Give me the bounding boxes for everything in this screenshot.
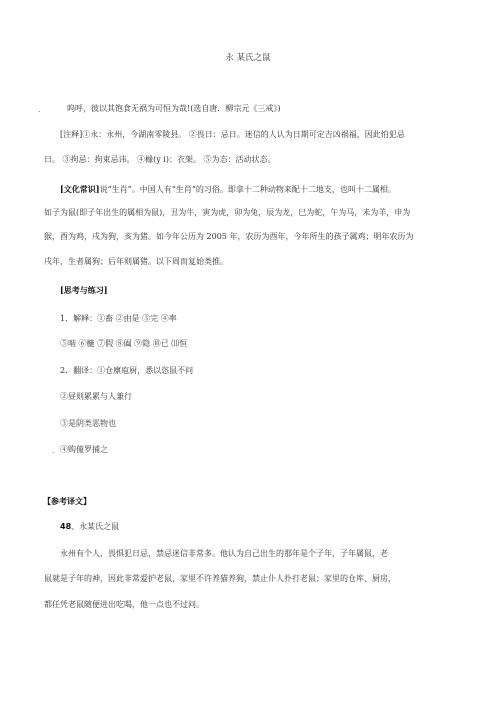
reference-para-line-2: 鼠就是子年的神，因此非常爱护老鼠，家里不许养猫养狗，禁止仆人扑打老鼠；家里的仓库、厨房， [44, 574, 396, 583]
bullet-marker: . [38, 105, 41, 114]
notes-line-2: 日。 ③拘忌：拘束忌讳。 ④橼(y i)：衣架。 ⑤为态：活动状态。 [44, 155, 276, 164]
bullet-marker: . [52, 446, 55, 455]
reference-item-number: 48 [60, 522, 72, 531]
exercise-q2-line-2: ②昼则累累与人兼行 [60, 392, 132, 401]
exercise-q2-line-3: ③是阴类恶物也 [60, 419, 116, 428]
exercise-heading: [思考与练习] [60, 285, 108, 295]
culture-line-3: 猴，酉为鸡，戌为狗，亥为猪。如今年公历为 2005 年，农历为酉年，今年所生的孩子属鸡；明年农历为 [44, 232, 414, 241]
page-title: 永 某氏之鼠 [225, 53, 271, 63]
exercise-q1-line-1: 1．解释：①畜 ②由是 ③完 ④率 [60, 314, 177, 323]
notes-label: [注释] [60, 130, 83, 139]
culture-label: [文化常识] [60, 184, 100, 194]
culture-line-2: 如子为鼠(即子年出生的属相为鼠)，丑为牛，寅为虎，卯为兔，辰为龙，巳为蛇，午为马，未为羊，申为 [44, 208, 411, 217]
exercise-q2-line-1: 2．翻译：①仓廪庖厨，悉以恣鼠不问 [60, 366, 194, 375]
reference-para-line-1: 永州有个人，畏惧犯日忌，禁忌迷信非常多。他认为自己出生的那年是个子年，子年属鼠，老 [60, 549, 388, 558]
exercise-q1-line-2: ⑤啮 ⑥椸 ⑦假 ⑧阖 ⑨隐 ⑩已 ⑾恒 [60, 339, 188, 348]
reference-heading: 【参考译文】 [43, 496, 91, 506]
notes-text-1: ①永：永州，今湖南零陵县。 ②畏日：忌日。迷信的人认为日期可定吉凶祸福，因此怕犯忌 [82, 130, 405, 139]
poem-line: 呜呼，彼以其饱食无祸为可恒为哉!(选自唐．柳宗元《三戒》) [67, 104, 281, 113]
exercise-q2-line-4: ④购僮罗捕之 [60, 445, 108, 454]
culture-line-4: 戌年，生者属狗；后年则属猪。以下周而复始类推。 [44, 257, 228, 266]
reference-item-name: 、永某氏之鼠 [71, 522, 120, 531]
culture-line-1 [60, 184, 396, 195]
culture-text-1: 说“生肖”。中国人有“生肖”的习俗。即拿十二种动物来配十二地支，也叫十二属相。 [99, 185, 396, 194]
reference-item-title [60, 522, 119, 532]
reference-para-line-3: 都任凭老鼠随便进出吃喝，他一点也不过问。 [44, 600, 204, 609]
notes-line-1 [60, 130, 405, 140]
